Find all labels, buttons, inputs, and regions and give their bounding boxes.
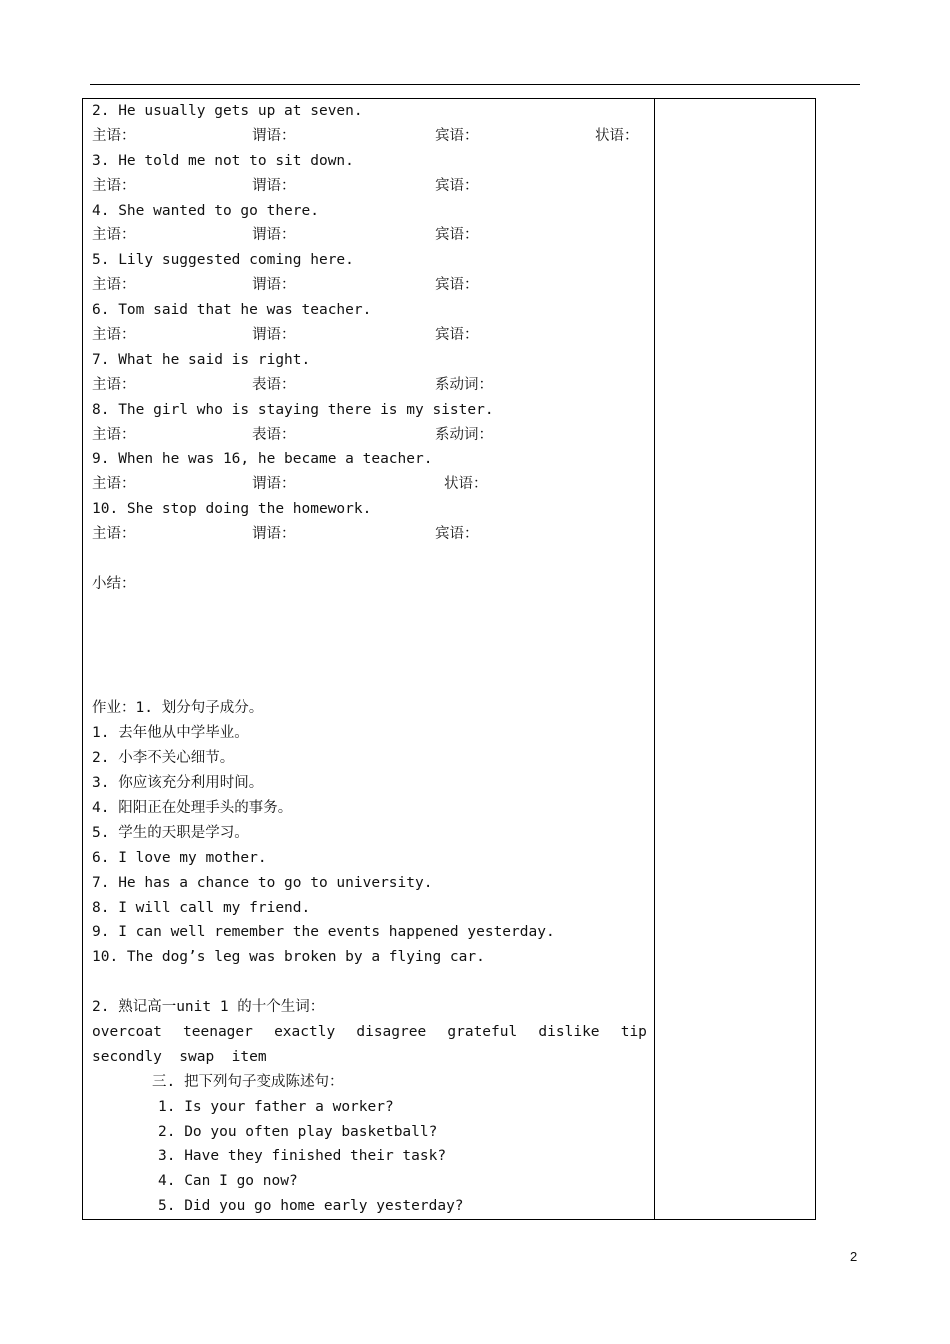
answer-labels (92, 174, 652, 199)
label-predicate: 谓语： (252, 177, 296, 194)
vocab-word: overcoat (92, 1023, 162, 1040)
header-rule (90, 84, 860, 85)
label-subject: 主语： (92, 227, 136, 244)
label-subject: 主语： (92, 476, 136, 493)
label-subject: 主语： (92, 376, 136, 393)
vocab-title: 2. 熟记高一unit 1 的十个生词： (92, 999, 325, 1016)
label-predicate: 谓语： (252, 227, 296, 244)
section3-item: 5. Did you go home early yesterday? (158, 1198, 464, 1215)
exercise-sentence: 6. Tom said that he was teacher. (92, 302, 372, 319)
label-predicative: 表语： (252, 426, 296, 443)
answer-labels (92, 522, 652, 547)
homework-item: 1. 去年他从中学毕业。 (92, 725, 249, 742)
spacer (92, 647, 652, 672)
page-number: 2 (850, 1249, 858, 1264)
label-object: 宾语： (435, 177, 479, 194)
section3-item: 3. Have they finished their task? (158, 1148, 447, 1165)
label-object: 宾语： (435, 227, 479, 244)
answer-labels (92, 323, 652, 348)
spacer (92, 622, 652, 647)
exercise-sentence: 3. He told me not to sit down. (92, 152, 354, 169)
homework-item: 8. I will call my friend. (92, 899, 311, 916)
vocab-row: secondly swap item (92, 1048, 267, 1065)
label-predicate: 谓语： (252, 327, 296, 344)
answer-labels (92, 373, 652, 398)
vocab-word: exactly (274, 1023, 336, 1040)
homework-item: 2. 小李不关心细节。 (92, 750, 235, 767)
section3-item: 1. Is your father a worker? (158, 1098, 394, 1115)
label-subject: 主语： (92, 327, 136, 344)
section3-title: 三. 把下列句子变成陈述句： (152, 1073, 344, 1090)
answer-labels (92, 124, 652, 149)
homework-title: 作业：1. 划分句子成分。 (92, 700, 264, 717)
vocab-word: dislike (538, 1023, 600, 1040)
homework-item: 6. I love my mother. (92, 849, 267, 866)
vocab-word: grateful (447, 1023, 518, 1040)
vocab-word: tip (620, 1023, 647, 1040)
homework-item: 5. 学生的天职是学习。 (92, 824, 249, 841)
homework-item: 7. He has a chance to go to university. (92, 874, 433, 891)
label-subject: 主语： (92, 526, 136, 543)
homework-item: 9. I can well remember the events happened yesterday. (92, 924, 555, 941)
answer-labels (92, 423, 652, 448)
spacer (92, 671, 652, 696)
spacer (92, 597, 652, 622)
label-subject: 主语： (92, 127, 136, 144)
label-object: 宾语： (435, 277, 479, 294)
label-subject: 主语： (92, 426, 136, 443)
label-predicate: 谓语： (252, 127, 296, 144)
vocab-word: teenager (183, 1023, 253, 1040)
vocab-word: disagree (356, 1023, 427, 1040)
label-predicate: 谓语： (252, 476, 296, 493)
answer-labels (92, 273, 652, 298)
label-linking-verb: 系动词： (435, 376, 493, 393)
label-object: 宾语： (435, 327, 479, 344)
section3-item: 2. Do you often play basketball? (158, 1123, 438, 1140)
label-object: 宾语： (435, 127, 479, 144)
vocab-row (92, 1020, 647, 1045)
homework-item: 10. The dog’s leg was broken by a flying car. (92, 949, 485, 966)
exercise-sentence: 10. She stop doing the homework. (92, 501, 372, 518)
exercise-sentence: 5. Lily suggested coming here. (92, 252, 354, 269)
lesson-table (82, 98, 816, 1220)
label-predicate: 谓语： (252, 277, 296, 294)
column-divider (654, 99, 655, 1219)
spacer (92, 547, 652, 572)
homework-item: 3. 你应该充分利用时间。 (92, 775, 264, 792)
summary-label: 小结： (92, 575, 136, 592)
main-column (92, 99, 652, 1219)
label-linking-verb: 系动词： (435, 426, 493, 443)
spacer (92, 970, 652, 995)
label-subject: 主语： (92, 177, 136, 194)
exercise-sentence: 2. He usually gets up at seven. (92, 103, 363, 119)
exercise-sentence: 9. When he was 16, he became a teacher. (92, 451, 433, 468)
exercise-sentence: 4. She wanted to go there. (92, 202, 319, 219)
label-subject: 主语： (92, 277, 136, 294)
label-predicate: 谓语： (252, 526, 296, 543)
exercise-sentence: 8. The girl who is staying there is my sister. (92, 401, 494, 418)
exercise-sentence: 7. What he said is right. (92, 351, 311, 368)
section3-item: 4. Can I go now? (158, 1173, 298, 1190)
label-adverbial: 状语： (444, 476, 488, 493)
label-adverbial: 状语： (595, 127, 639, 144)
answer-labels (92, 472, 652, 497)
label-object: 宾语： (435, 526, 479, 543)
homework-item: 4. 阳阳正在处理手头的事务。 (92, 799, 293, 816)
label-predicative: 表语： (252, 376, 296, 393)
answer-labels (92, 223, 652, 248)
